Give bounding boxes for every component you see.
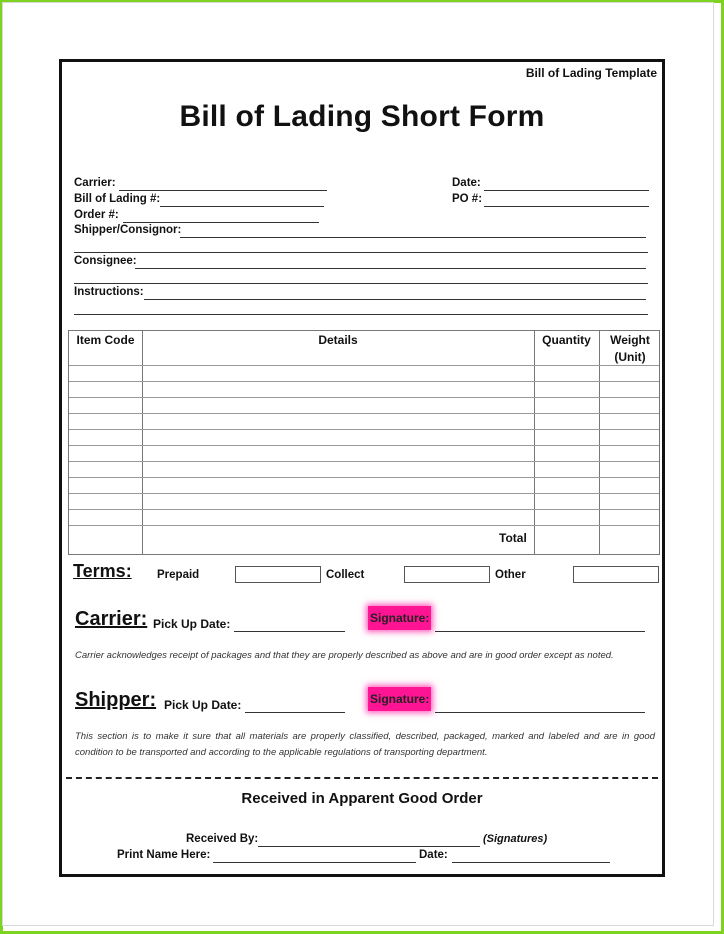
table-row[interactable] [69, 461, 659, 462]
table-row[interactable] [69, 381, 659, 382]
consignee-field-line-2[interactable] [74, 283, 648, 284]
received-title: Received in Apparent Good Order [241, 790, 483, 807]
bill-of-lading-form [59, 59, 665, 877]
order-number-field[interactable] [123, 222, 319, 223]
shipper-pickup-date-label: Pick Up Date: [164, 698, 242, 712]
carrier-pickup-date-field[interactable] [234, 631, 345, 632]
carrier-signature-field[interactable] [435, 631, 645, 632]
other-checkbox[interactable] [573, 566, 659, 583]
column-header-item-code: Item Code [76, 333, 135, 347]
po-number-field[interactable] [484, 206, 649, 207]
carrier-signature-label: Signature: [368, 606, 431, 630]
table-row[interactable] [69, 525, 659, 526]
table-row[interactable] [69, 397, 659, 398]
consignee-label: Consignee: [74, 255, 137, 267]
date-field[interactable] [484, 190, 649, 191]
instructions-field-line-2[interactable] [74, 314, 648, 315]
column-header-quantity: Quantity [542, 333, 591, 347]
table-row[interactable] [69, 493, 659, 494]
receipt-date-field[interactable] [452, 862, 610, 863]
receipt-date-label: Date: [419, 849, 448, 861]
total-label: Total [499, 531, 527, 545]
shipper-consignor-label: Shipper/Consignor: [74, 224, 182, 236]
table-row[interactable] [69, 365, 659, 366]
shipper-consignor-field-line-2[interactable] [74, 252, 648, 253]
carrier-field[interactable] [119, 190, 327, 191]
date-label: Date: [452, 177, 481, 189]
table-row[interactable] [69, 413, 659, 414]
table-row[interactable] [69, 445, 659, 446]
table-row[interactable] [69, 477, 659, 478]
carrier-section-title: Carrier: [75, 608, 148, 630]
instructions-field[interactable] [144, 299, 646, 300]
shipper-certification-note: This section is to make it sure that all materials are properly classified, described, packaged, marked and labeled and are in good condition to be transported and according to the applicable regulations of transporting department. [75, 731, 655, 758]
column-header-weight-unit: (Unit) [614, 350, 646, 364]
table-row[interactable] [69, 509, 659, 510]
template-label: Bill of Lading Template [525, 66, 657, 80]
instructions-label: Instructions: [74, 286, 144, 298]
carrier-pickup-date-label: Pick Up Date: [153, 617, 231, 631]
prepaid-checkbox[interactable] [235, 566, 321, 583]
carrier-acknowledgement-note: Carrier acknowledges receipt of packages and that they are properly described as above and are in good order except as noted. [75, 650, 614, 661]
carrier-label: Carrier: [74, 177, 116, 189]
print-name-field[interactable] [213, 862, 416, 863]
shipper-signature-label: Signature: [368, 687, 431, 711]
signatures-hint: (Signatures) [483, 833, 548, 845]
consignee-field[interactable] [135, 268, 646, 269]
order-number-label: Order #: [74, 209, 119, 221]
bill-of-lading-number-field[interactable] [160, 206, 324, 207]
shipper-signature-field[interactable] [435, 712, 645, 713]
column-header-details: Details [318, 333, 358, 347]
page-title: Bill of Lading Short Form [179, 100, 545, 133]
received-by-field[interactable] [258, 846, 480, 847]
terms-prepaid-label: Prepaid [157, 569, 200, 581]
shipper-pickup-date-field[interactable] [245, 712, 345, 713]
cut-line [66, 777, 658, 779]
column-header-weight: Weight [610, 333, 650, 347]
bill-of-lading-number-label: Bill of Lading #: [74, 193, 161, 205]
collect-checkbox[interactable] [404, 566, 490, 583]
items-table [68, 330, 660, 555]
table-row[interactable] [69, 429, 659, 430]
shipper-consignor-field[interactable] [180, 237, 646, 238]
po-number-label: PO #: [452, 193, 483, 205]
terms-collect-label: Collect [326, 569, 365, 581]
shipper-section-title: Shipper: [75, 689, 157, 711]
received-by-label: Received By: [186, 833, 259, 845]
terms-title: Terms: [73, 561, 132, 581]
print-name-label: Print Name Here: [117, 849, 211, 861]
terms-other-label: Other [495, 569, 526, 581]
